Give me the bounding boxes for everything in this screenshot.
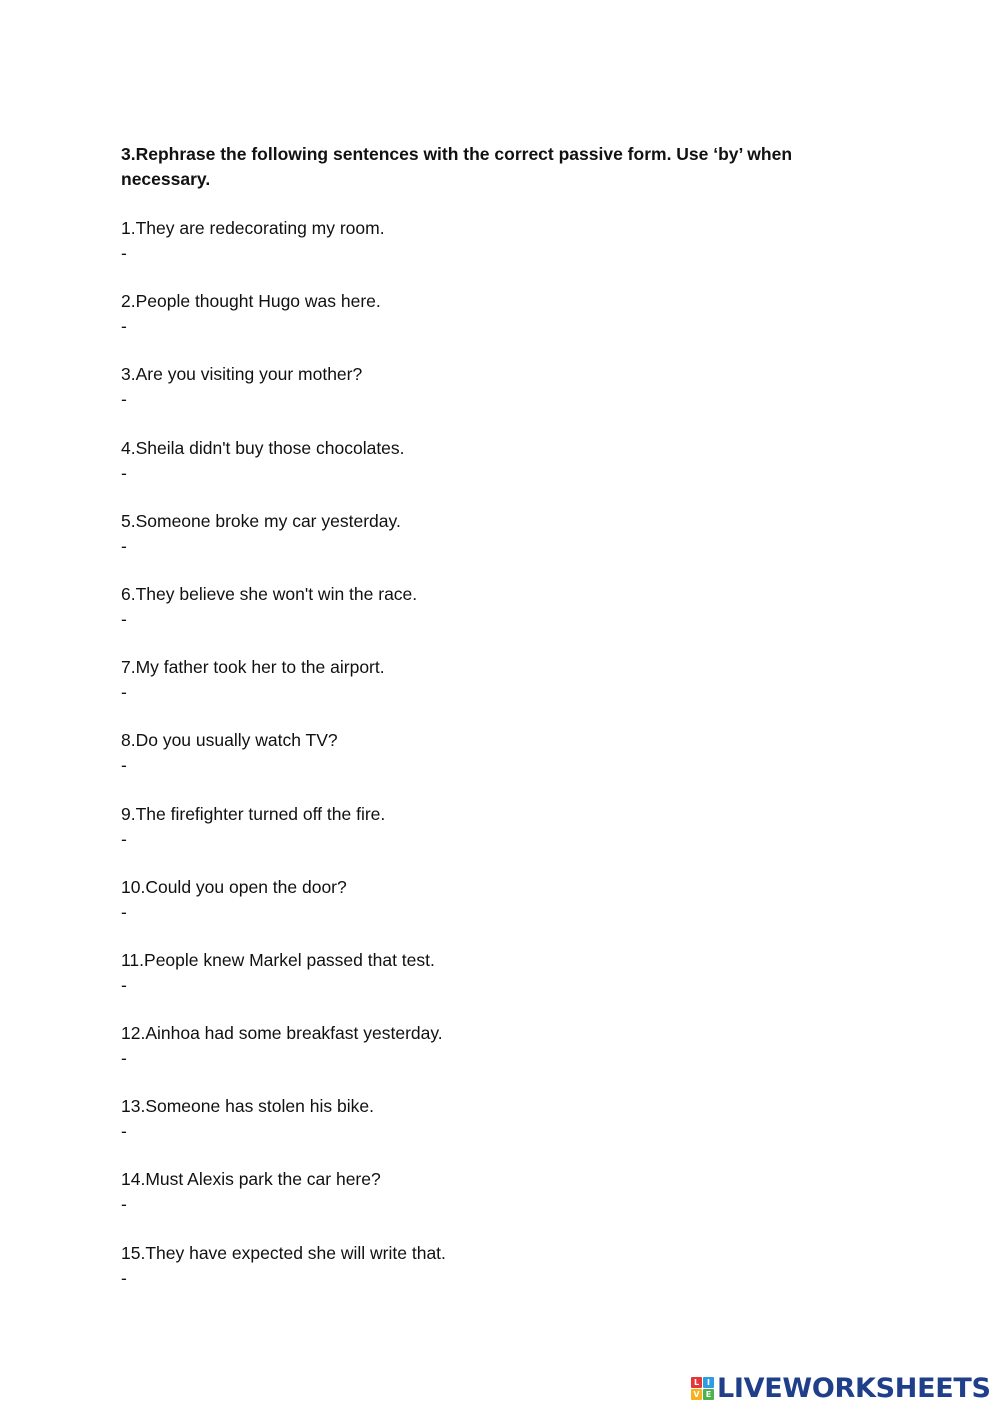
item-sentence: 2.People thought Hugo was here. xyxy=(121,291,381,312)
exercise-item xyxy=(121,875,881,948)
item-sentence: 14.Must Alexis park the car here? xyxy=(121,1169,381,1190)
answer-line: - xyxy=(121,682,127,703)
exercise-item xyxy=(121,509,881,582)
item-sentence: 8.Do you usually watch TV? xyxy=(121,730,338,751)
exercise-item xyxy=(121,1167,881,1240)
answer-line: - xyxy=(121,389,127,410)
logo-tile-l: L xyxy=(691,1377,702,1388)
exercise-item xyxy=(121,655,881,728)
item-sentence: 12.Ainhoa had some breakfast yesterday. xyxy=(121,1023,443,1044)
exercise-heading-line-2: necessary. xyxy=(121,169,211,189)
exercise-item xyxy=(121,362,881,435)
item-sentence: 9.The firefighter turned off the fire. xyxy=(121,803,386,824)
exercise-item xyxy=(121,436,881,509)
logo-tile-e: E xyxy=(703,1389,714,1400)
answer-line: - xyxy=(121,1121,127,1142)
logo-tile-v: V xyxy=(691,1389,702,1400)
item-sentence: 3.Are you visiting your mother? xyxy=(121,364,363,385)
exercise-item xyxy=(121,216,881,289)
item-sentence: 5.Someone broke my car yesterday. xyxy=(121,510,401,531)
liveworksheets-wordmark: LIVEWORKSHEETS xyxy=(717,1372,991,1404)
liveworksheets-branding xyxy=(691,1371,991,1405)
exercise-item xyxy=(121,1021,881,1094)
exercise-item xyxy=(121,948,881,1021)
item-sentence: 7.My father took her to the airport. xyxy=(121,657,385,678)
exercise-item xyxy=(121,728,881,801)
exercise-item xyxy=(121,1094,881,1167)
exercise-item xyxy=(121,582,881,655)
answer-line: - xyxy=(121,1048,127,1069)
worksheet xyxy=(121,142,881,1314)
item-sentence: 15.They have expected she will write that. xyxy=(121,1242,446,1263)
answer-line: - xyxy=(121,243,127,263)
exercise-item xyxy=(121,802,881,875)
answer-line: - xyxy=(121,828,127,849)
exercise-items xyxy=(121,216,881,1314)
answer-line: - xyxy=(121,535,127,556)
exercise-heading xyxy=(121,142,881,192)
exercise-item xyxy=(121,1241,881,1314)
exercise-item xyxy=(121,289,881,362)
answer-line: - xyxy=(121,316,127,337)
answer-line: - xyxy=(121,901,127,922)
answer-line: - xyxy=(121,974,127,995)
item-sentence: 11.People knew Markel passed that test. xyxy=(121,949,435,970)
item-sentence: 13.Someone has stolen his bike. xyxy=(121,1096,374,1117)
item-sentence: 10.Could you open the door? xyxy=(121,876,347,897)
answer-line: - xyxy=(121,462,127,483)
item-sentence: 4.Sheila didn't buy those chocolates. xyxy=(121,437,405,458)
exercise-heading-line-1: 3.Rephrase the following sentences with the correct passive form. Use ‘by’ when xyxy=(121,144,793,164)
item-sentence: 1.They are redecorating my room. xyxy=(121,218,385,238)
liveworksheets-logo-icon xyxy=(691,1377,714,1400)
logo-tile-i: I xyxy=(703,1377,714,1388)
answer-line: - xyxy=(121,1267,127,1288)
answer-line: - xyxy=(121,755,127,776)
item-sentence: 6.They believe she won't win the race. xyxy=(121,583,418,604)
answer-line: - xyxy=(121,1194,127,1215)
answer-line: - xyxy=(121,608,127,629)
